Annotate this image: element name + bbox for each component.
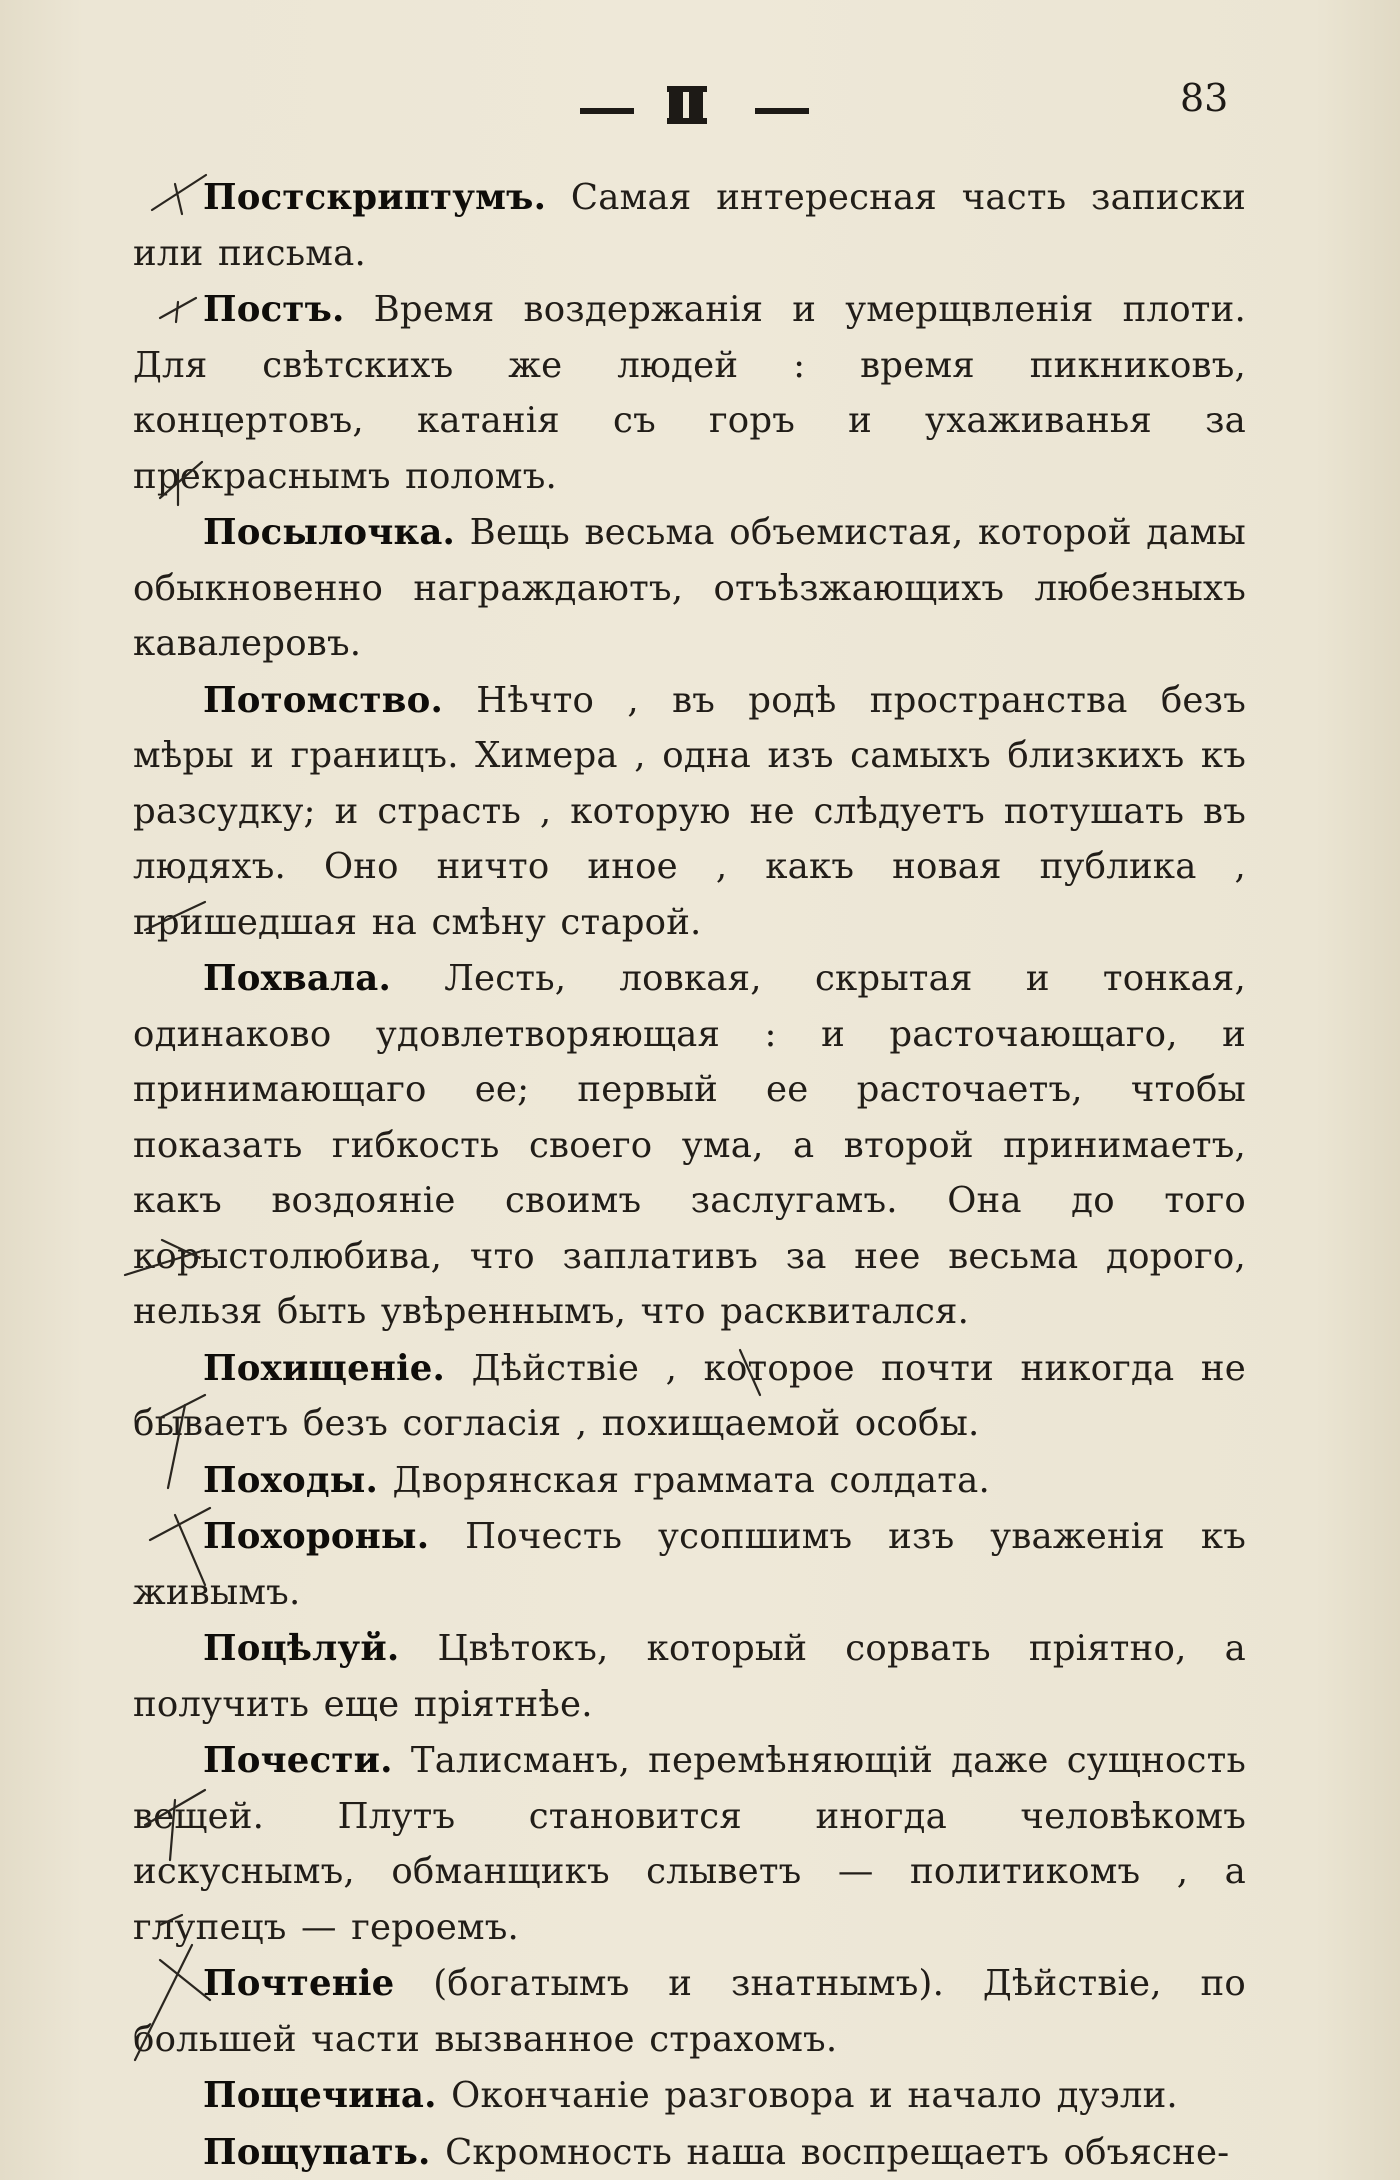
entry-definition: Время воздержанія и умерщвленія плоти. Для свѣтскихъ же людей : время пикниковъ, концертовъ, катанія съ горъ и ухаживанья за прекраснымъ поломъ. xyxy=(133,289,1246,497)
entry-definition: Скромность наша воспрещаетъ объясне- xyxy=(430,2131,1230,2173)
entry-potseluy xyxy=(133,1621,1246,1732)
entry-term: Постскриптумъ. xyxy=(203,177,547,218)
entry-pokhorony xyxy=(133,1509,1246,1620)
entry-term: Пощупать. xyxy=(203,2131,431,2173)
entry-term: Поцѣлуй. xyxy=(203,1628,400,1669)
entry-pochtenie xyxy=(133,1956,1246,2067)
entry-term: Похвала. xyxy=(203,958,392,999)
entry-poshchechina xyxy=(133,2068,1246,2124)
entry-term: Постъ. xyxy=(203,289,345,330)
entry-definition: Вещь весьма объемистая, которой дамы обыкновенно награждаютъ, отъѣзжающихъ любезныхъ кавалеровъ. xyxy=(133,512,1246,664)
entry-term: Похищеніе. xyxy=(203,1347,446,1389)
entry-definition: Дворянская граммата солдата. xyxy=(378,1459,990,1501)
entry-term: Почтеніе xyxy=(203,1963,395,2004)
entry-definition: Лесть, ловкая, скрытая и тонкая, одинаково удовлетворяющая : и расточающаго, и принимающаго ее; первый ее расточаетъ, чтобы показать гибкость своего ума, а второй принимаетъ, какъ воздояніе своимъ заслугамъ. Она до того корыстолюбива, что заплативъ за нее весьма дорого, нельзя быть увѣреннымъ, что расквитался. xyxy=(133,958,1246,1332)
entry-definition: Дѣйствіе , которое почти никогда не бываетъ безъ согласія , похищаемой особы. xyxy=(133,1347,1246,1444)
header-dash-right xyxy=(755,108,809,114)
entry-term: Посылочка. xyxy=(203,512,456,553)
entry-pochesti xyxy=(133,1733,1246,1955)
entry-term: Похороны. xyxy=(203,1516,430,1557)
entry-poshchupat xyxy=(133,2125,1246,2180)
entry-term: Походы. xyxy=(203,1459,379,1501)
entry-definition: Самая интересная часть записки или письма. xyxy=(133,177,1246,274)
page-header xyxy=(0,76,1400,140)
entry-term: Почести. xyxy=(203,1740,393,1781)
entry-definition: Талисманъ, перемѣняющій даже сущность вещей. Плутъ становится иногда человѣкомъ искуснымъ, обманщикъ слыветъ — политикомъ , а глупецъ — героемъ. xyxy=(133,1740,1246,1948)
entry-definition: Почесть усопшимъ изъ уваженія къ живымъ. xyxy=(133,1516,1246,1613)
entry-definition: Нѣчто , въ родѣ пространства безъ мѣры и границъ. Химера , одна изъ самыхъ близкихъ къ разсудку; и страсть , которую не слѣдуетъ потушать въ людяхъ. Оно ничто иное , какъ новая публика , пришедшая на смѣну старой. xyxy=(133,679,1246,943)
header-dash-left xyxy=(580,108,634,114)
page-number: 83 xyxy=(1180,76,1229,120)
entry-pokhishchenie xyxy=(133,1341,1246,1452)
entry-posylochka xyxy=(133,505,1246,672)
entry-potomstvo xyxy=(133,673,1246,951)
signature-mark xyxy=(667,84,711,126)
entry-post xyxy=(133,282,1246,504)
entry-term: Пощечина. xyxy=(203,2075,437,2116)
dictionary-text xyxy=(133,170,1246,2180)
entry-definition: Окончаніе разговора и начало дуэли. xyxy=(436,2075,1178,2116)
entry-pokhvala xyxy=(133,951,1246,1340)
entry-pokhody xyxy=(133,1453,1246,1509)
entry-definition: Цвѣтокъ, который сорвать пріятно, а получить еще пріятнѣе. xyxy=(133,1628,1246,1725)
entry-definition: (богатымъ и знатнымъ). Дѣйствіе, по большей части вызванное страхомъ. xyxy=(133,1963,1246,2060)
entry-postscriptum xyxy=(133,170,1246,281)
entry-term: Потомство. xyxy=(203,679,444,721)
